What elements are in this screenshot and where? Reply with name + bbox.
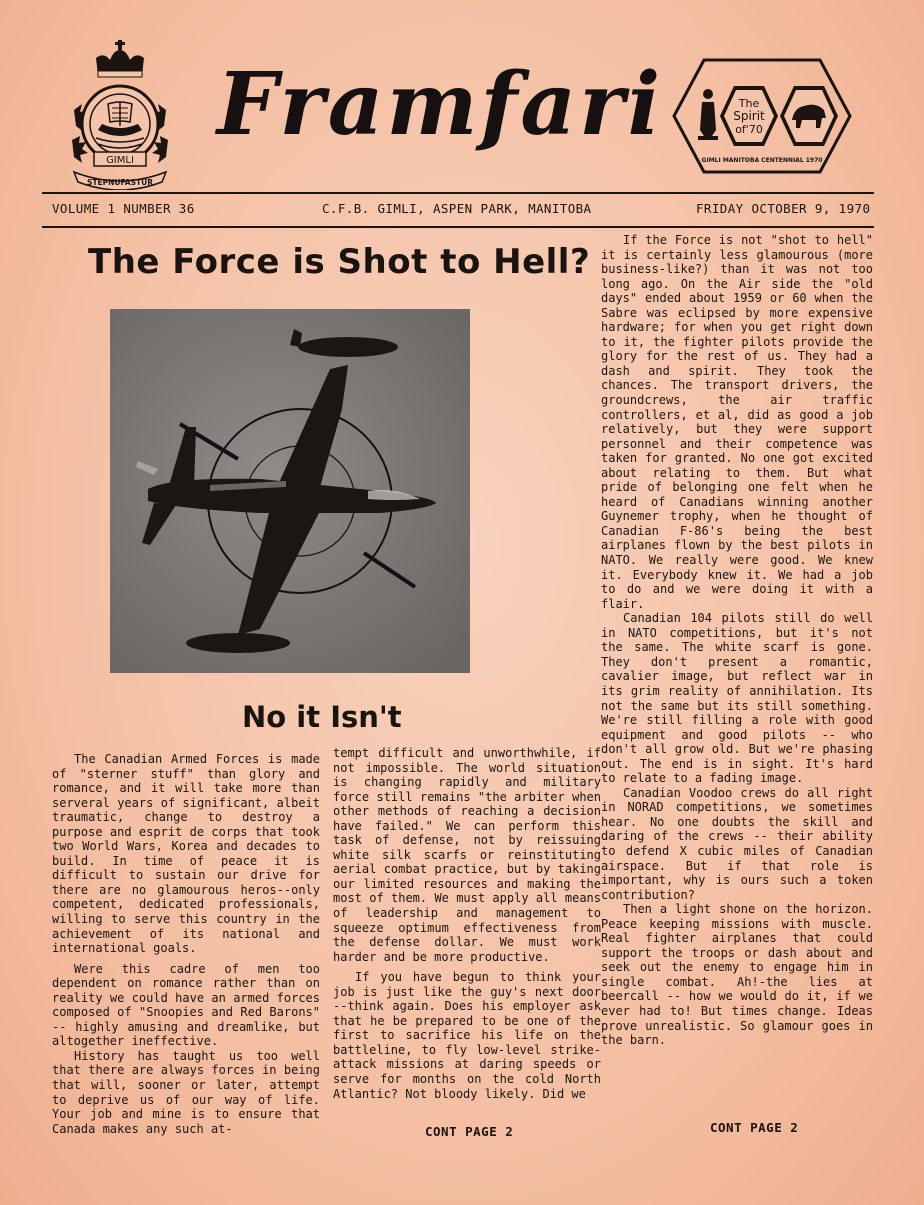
article-column-2 <box>333 746 601 1101</box>
article-headline: The Force is Shot to Hell? <box>88 242 591 282</box>
column-1-paragraph-2: Were this cadre of men too dependent on romance rather than on reality we could have an armed forces composed of "Snoopies and Red Barons" -- highly amusing and dreamlike, but altogether ineffective. <box>52 961 320 1049</box>
column-1-paragraph-3: History has taught us too well that there are always forces in being that will, sooner or later, attempt to deprive us of our way of life. Your job and mine is to ensure that Canada makes any such at- <box>52 1048 320 1136</box>
masthead-bottom-rule <box>42 226 874 228</box>
crest-motto: STEPNUFASTUR <box>87 178 153 187</box>
article-column-3 <box>601 233 873 1048</box>
centennial-logo <box>670 58 854 174</box>
column-3-paragraph-3: Canadian Voodoo crews do all right in NORAD competitions, we sometimes hear. No one doubts the skill and daring of the crews -- their ability to defend X cubic miles of Canadian airspace. But if that role is important, why is ours such a token contribution? <box>601 785 873 902</box>
crest-logo <box>68 40 172 190</box>
newspaper-title: Framfari <box>216 54 664 155</box>
volume-number: VOLUME 1 NUMBER 36 <box>52 201 195 216</box>
continued-on-page-2: CONT PAGE 2 <box>710 1120 799 1135</box>
column-1-paragraph-1: The Canadian Armed Forces is made of "sterner stuff" than glory and romance, and it will take more than serveral years of significant, albeit traumatic, change to destroy a purpose and esprit de corps that took two World Wars, Korea and decades to build. In time of peace it is difficult to sustain our drive for there are no glamourous heros--only competent, dedicated professionals, willing to serve this country in the achievement of its national and international goals. <box>52 752 320 956</box>
spirit-text-line1: The <box>738 97 760 110</box>
column-2-paragraph-2: If you have begun to think your job is just like the guy's next door --think again. Does his employer ask that he be prepared to be one of the first to sacrifice his life on the battleline, to fly low-level strike-attack missions at daring speeds or serve for months on the cold North Atlantic? Not bloody likely. Did we <box>333 970 601 1101</box>
issue-date: FRIDAY OCTOBER 9, 1970 <box>696 201 871 216</box>
spirit-text-line2: Spirit <box>733 109 765 123</box>
centennial-caption: GIMLI MANITOBA CENTENNIAL 1970 <box>701 157 823 164</box>
column-2-paragraph-1: tempt difficult and unworthwhile, if not impossible. The world situation is changing rapidly and military force still remains "the arbiter when other methods of reaching a decision have failed." We can perform this task of defense, not by reissuing white silk scarfs or reinstituting aerial combat practice, but by taking our limited resources and making the most of them. We must apply all means of leadership and management to squeeze optimum effectiveness from the defense dollar. We must work harder and be more productive. <box>333 746 601 964</box>
column-3-paragraph-1: If the Force is not "shot to hell" it is certainly less glamourous (more business-like?) than it was not too long ago. On the Air side the "old days" ended about 1959 or 60 when the Sabre was eclipsed by more expensive hardware; for when you get right down to it, the fighter pilots provide the glory for the rest of us. They had a dash and spirit. They took the chances. The transport drivers, the groundcrews, the air traffic controllers, et al, did as good a job relatively, but they were support personnel and their competence was taken for granted. No one got excited about relating to them. But what pride of belonging one felt when he heard of Canadians winning another Guynemer trophy, when he thought of Canadian F-86's being the best airplanes flown by the best pilots in NATO. We really were good. We knew it. Everybody knew it. We had a job to do and we were doing it with a flair. <box>601 233 873 611</box>
column-3-paragraph-4: Then a light shone on the horizon. Peace keeping missions with muscle. Real fighter airplanes that could support the troops or dash about and seek out the enemy to engage him in single combat. Ah!-the lies at beercall -- how we would do it, if we ever had to! But times change. Ideas prove unrealistic. So glamour goes in the barn. <box>601 902 873 1048</box>
spirit-text-line3: of'70 <box>735 123 763 136</box>
continued-on-page-2: CONT PAGE 2 <box>425 1124 514 1139</box>
jet-photo <box>110 309 470 673</box>
article-subheadline: No it Isn't <box>242 700 402 734</box>
location: C.F.B. GIMLI, ASPEN PARK, MANITOBA <box>322 201 592 216</box>
column-3-paragraph-2: Canadian 104 pilots still do well in NATO competitions, but it's not the same. The white scarf is gone. They don't present a romantic, cavalier image, but reflect war in its grim reality of annihilation. Its not the same but its still something. We're still filling a role with good equipment and good pilots -- who don't all grow old. But we're phasing out. The end is in sight. It's hard to relate to a fading image. <box>601 611 873 786</box>
crest-scroll-text: GIMLI <box>106 155 134 166</box>
article-column-1 <box>52 752 320 1136</box>
masthead-top-rule <box>42 192 874 194</box>
